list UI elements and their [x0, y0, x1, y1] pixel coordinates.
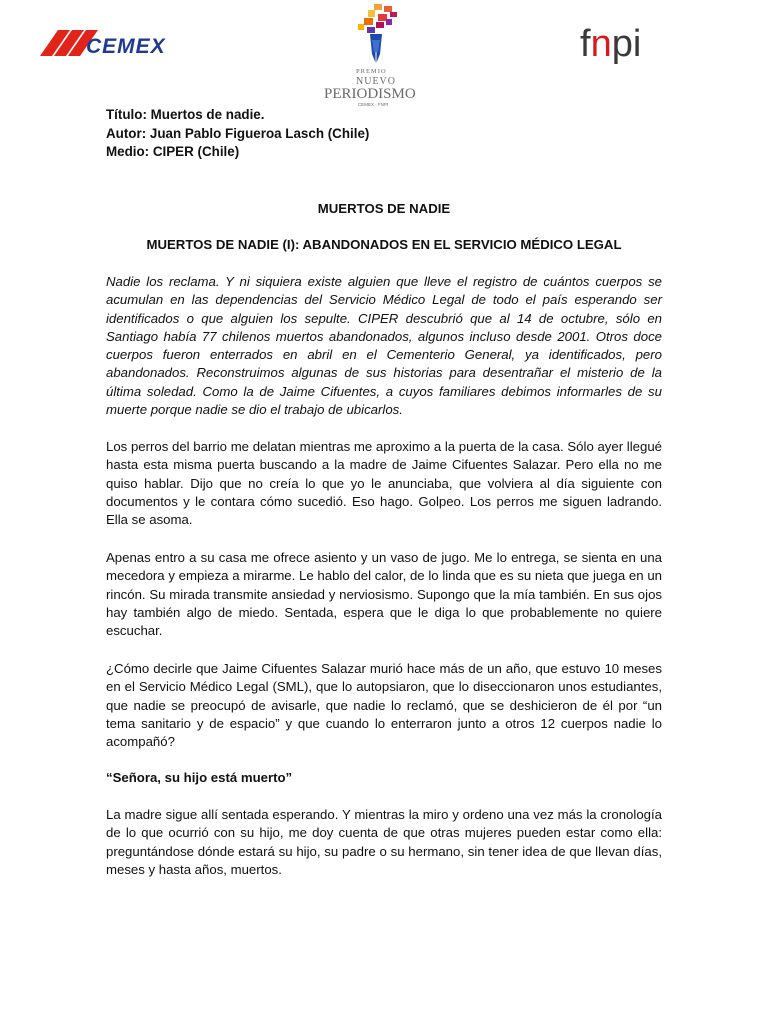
premio-label: PREMIO	[356, 68, 387, 75]
paragraph-2: Apenas entro a su casa me ofrece asiento y un vaso de jugo. Me lo entrega, se sienta en una mecedora y empieza a mirarme. Le hablo del calor, de lo linda que es su nieta que juega en un rincón. Su mirada transmite ansiedad y nerviosismo. Supongo que la mía también. En sus ojos hay también algo de miedo. Sentada, espera que le diga lo que probablemente no quiere escuchar.	[106, 550, 662, 639]
lead-paragraph: Nadie los reclama. Y ni siquiera existe alguien que lleve el registro de cuántos cuerpos se acumulan en las dependencias del Servicio Médico Legal de todo el país esperando ser identificados o que alguien los sepulte. CIPER descubrió que al 14 de octubre, sólo en Santiago había 77 chilenos muertos abandonados, algunos incluso desde 2001. Otros doce cuerpos fueron enterrados en abril en el Cementerio General, ya identificados, pero abandonados. Reconstruimos algunas de sus historias para desentrañar el misterio de la última soledad. Como la de Jaime Cifuentes, a cuyos familiares debimos informarles de su muerte porque nadie se dio el trabajo de ubicarlos.	[106, 274, 662, 418]
paragraph-4: La madre sigue allí sentada esperando. Y mientras la miro y ordeno una vez más la cronología de lo que ocurrió con su hijo, me doy cuenta de que otras mujeres pueden estar como ella: preguntándose dónde estará su hijo, su padre o su hermano, sin tener idea de que llevan días, meses y hasta años, muertos.	[106, 807, 662, 877]
document-body	[106, 106, 662, 877]
main-title: MUERTOS DE NADIE	[317, 201, 451, 216]
periodismo-label: PERIODISMO	[324, 86, 416, 102]
cemex-logo	[40, 26, 180, 62]
meta-title: Título: Muertos de nadie.	[106, 107, 265, 122]
fnpi-logo	[578, 22, 674, 72]
premio-nuevo-periodismo-logo	[318, 2, 430, 110]
meta-author: Autor: Juan Pablo Figueroa Lasch (Chile)	[106, 125, 370, 141]
section-title: MUERTOS DE NADIE (I): ABANDONADOS EN EL SERVICIO MÉDICO LEGAL	[146, 237, 622, 252]
subheading: “Señora, su hijo está muerto”	[106, 770, 293, 785]
nuevo-label: NUEVO	[356, 76, 396, 87]
meta-medium: Medio: CIPER (Chile)	[106, 144, 240, 159]
page-header	[0, 0, 768, 110]
paragraph-3: ¿Cómo decirle que Jaime Cifuentes Salazar murió hace más de un año, que estuvo 10 meses en el Servicio Médico Legal (SML), que lo autopsiaron, que lo diseccionaron unos estudiantes, que nadie se preocupó de avisarle, que nadie lo reclamó, que se deshicieron de él por “un tema sanitario y de espacio” y que cuando lo enterraron junto a otros 12 cuerpos nadie lo acompañó?	[106, 661, 662, 750]
cemex-logo-text: CEMEX	[86, 35, 166, 58]
paragraph-1: Los perros del barrio me delatan mientras me aproximo a la puerta de la casa. Sólo ayer llegué hasta esta misma puerta buscando a la madre de Jaime Cifuentes Salazar. Pero ella no me quiso hablar. Dijo que no creía lo que yo le anunciaba, que volviera al día siguiente con documentos y le contara cómo sucedió. Eso hago. Golpeo. Los perros me siguen ladrando. Ella se asoma.	[106, 439, 662, 528]
cemex-fnpi-label: CEMEX · FNPI	[358, 102, 389, 107]
fountain-pen-icon	[358, 4, 397, 64]
fnpi-logo-text: fnpi	[580, 23, 642, 65]
